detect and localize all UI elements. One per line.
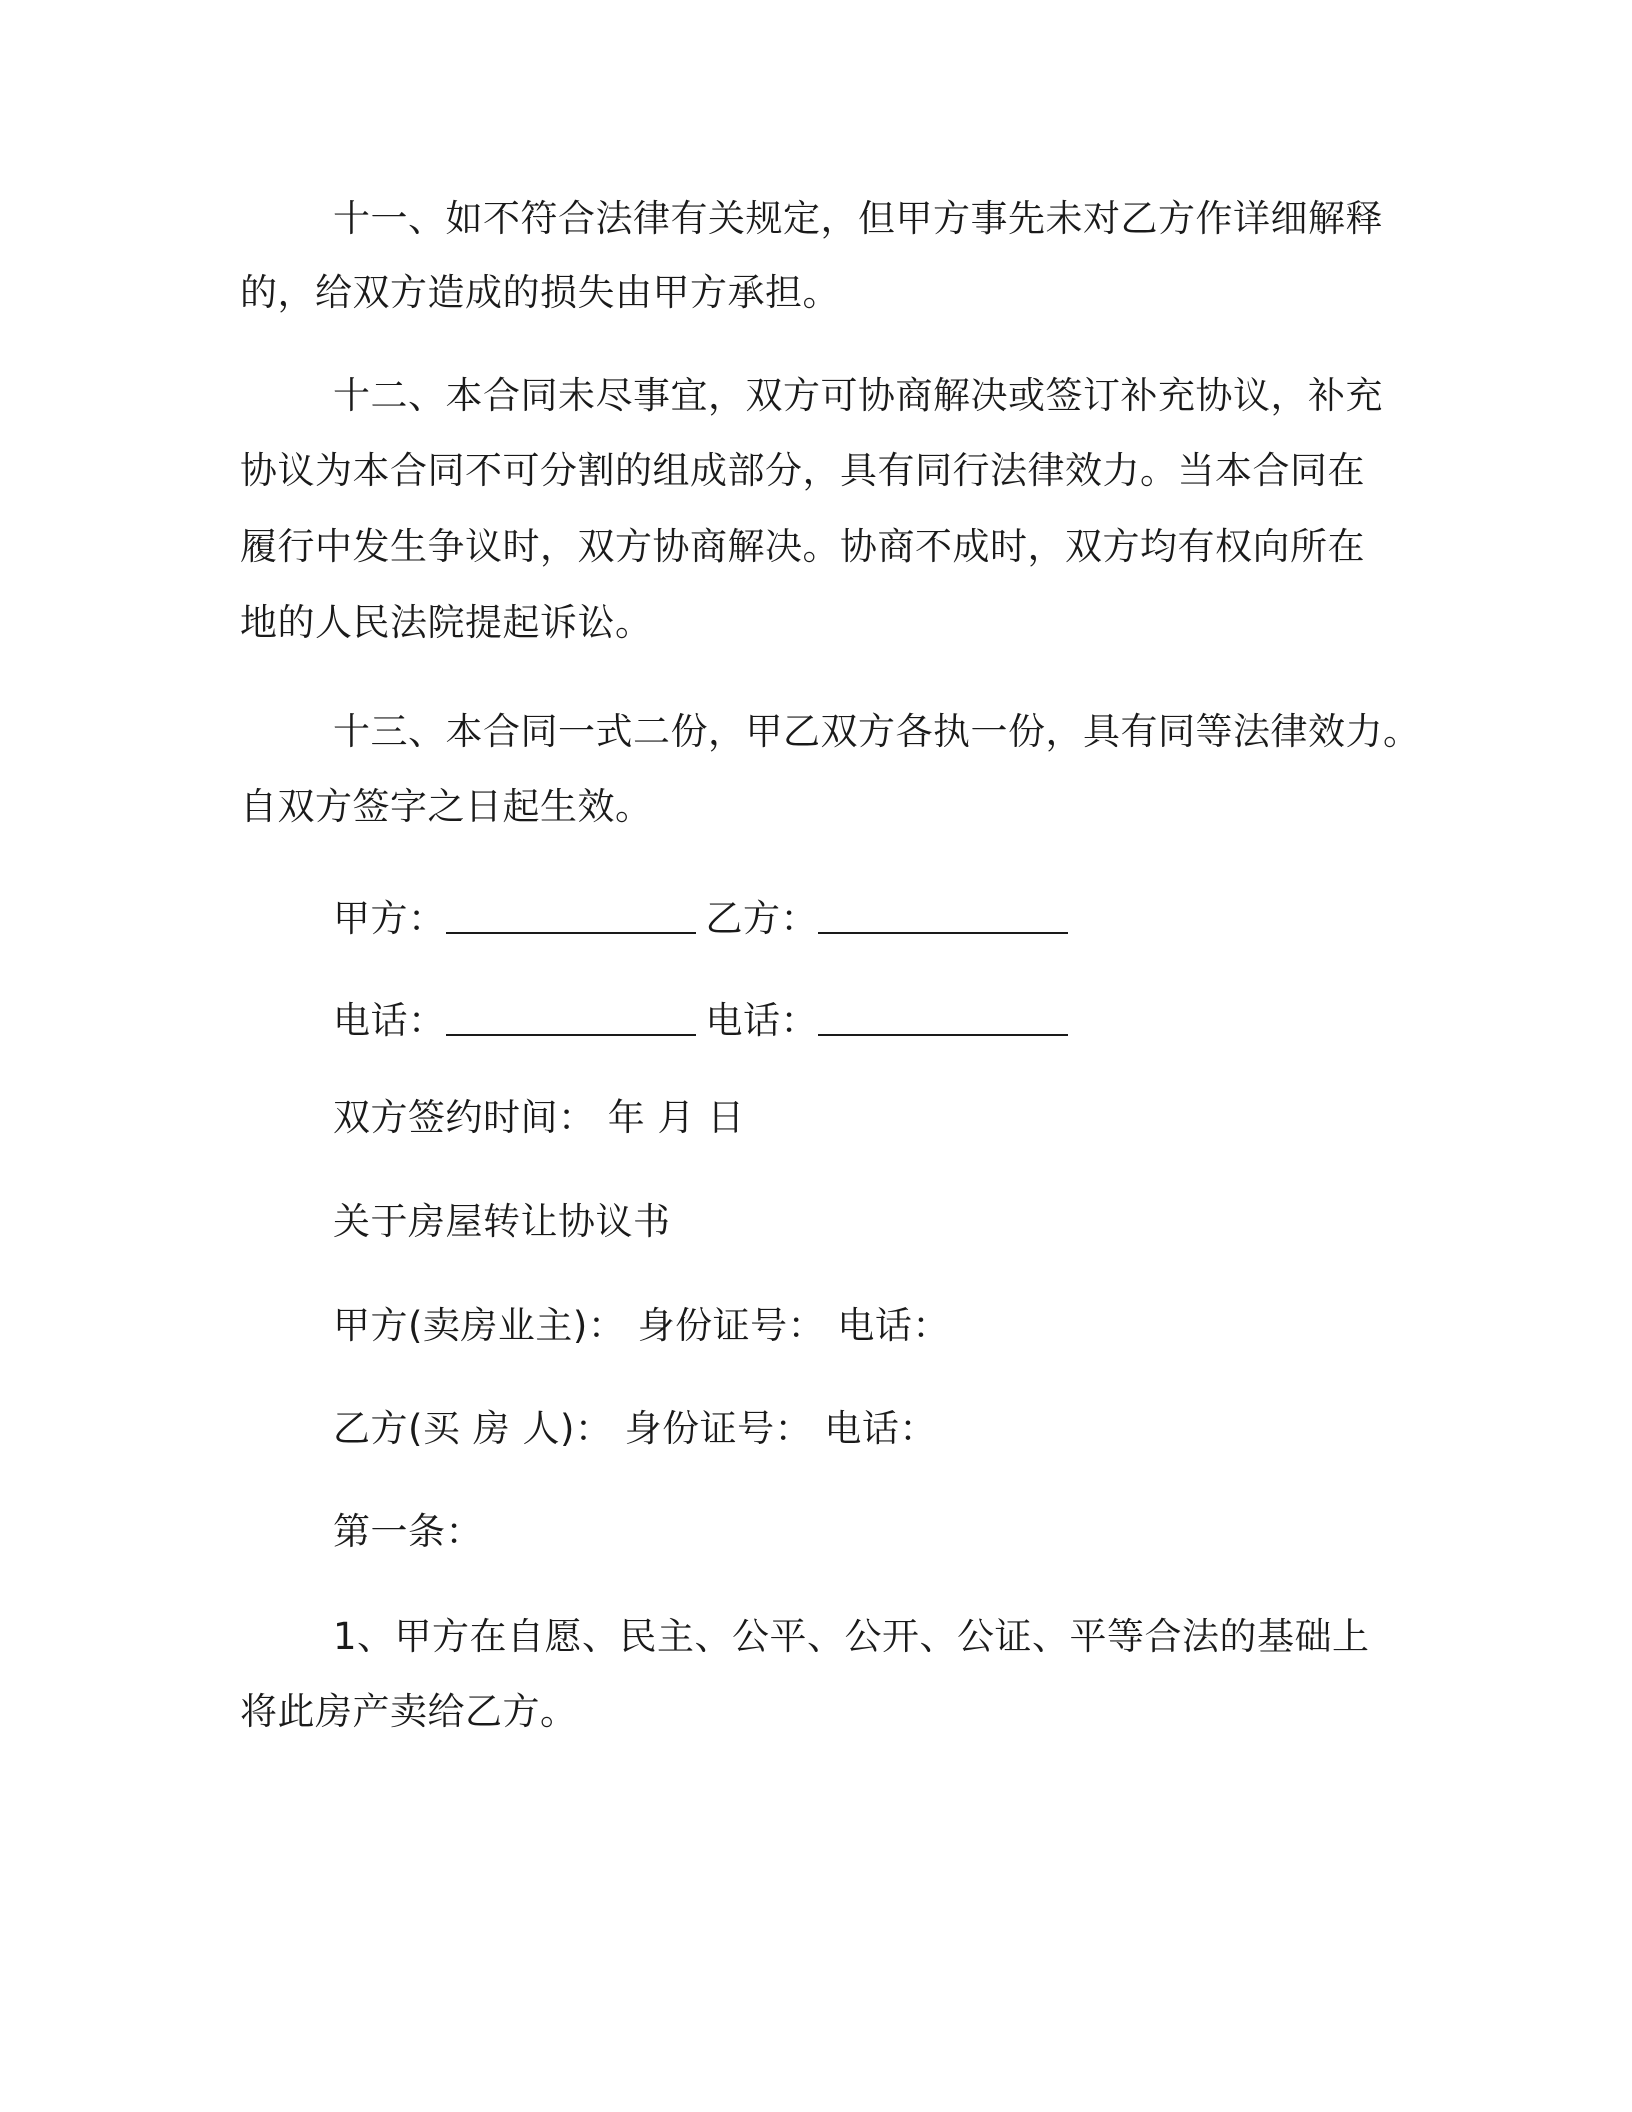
article-1-heading: 第一条： [333, 1510, 483, 1553]
phone-b-label: 电话： [705, 999, 818, 1042]
item-1-line-2: 将此房产卖给乙方。 [240, 1690, 578, 1733]
party-a-label: 甲方： [333, 897, 446, 940]
party-b-blank [818, 894, 1068, 944]
signature-party-row [333, 894, 1068, 944]
clause-13-line-1: 十三、本合同一式二份，甲乙双方各执一份，具有同等法律效力。 [333, 710, 1421, 753]
agreement-title: 关于房屋转让协议书 [333, 1200, 671, 1243]
item-1-line-1: 1、甲方在自愿、民主、公平、公开、公证、平等合法的基础上 [333, 1615, 1370, 1658]
clause-12-line-3: 履行中发生争议时，双方协商解决。协商不成时，双方均有权向所在 [240, 525, 1365, 568]
clause-12-line-4: 地的人民法院提起诉讼。 [240, 601, 653, 644]
seller-info: 甲方(卖房业主)： 身份证号： 电话： [333, 1304, 950, 1347]
party-b-label: 乙方： [705, 897, 818, 940]
phone-b-blank [818, 996, 1068, 1046]
clause-12-line-2: 协议为本合同不可分割的组成部分，具有同行法律效力。当本合同在 [240, 449, 1365, 492]
signature-phone-row [333, 996, 1068, 1046]
clause-12-line-1: 十二、本合同未尽事宜，双方可协商解决或签订补充协议，补充 [333, 374, 1383, 417]
phone-a-blank [446, 996, 696, 1046]
party-a-blank [446, 894, 696, 944]
clause-13-line-2: 自双方签字之日起生效。 [240, 785, 653, 828]
clause-11-line-2: 的，给双方造成的损失由甲方承担。 [240, 271, 840, 314]
clause-11-line-1: 十一、如不符合法律有关规定，但甲方事先未对乙方作详细解释 [333, 197, 1383, 240]
phone-a-label: 电话： [333, 999, 446, 1042]
sign-date: 双方签约时间： 年 月 日 [333, 1096, 745, 1139]
buyer-info: 乙方(买 房 人)： 身份证号： 电话： [333, 1407, 937, 1450]
